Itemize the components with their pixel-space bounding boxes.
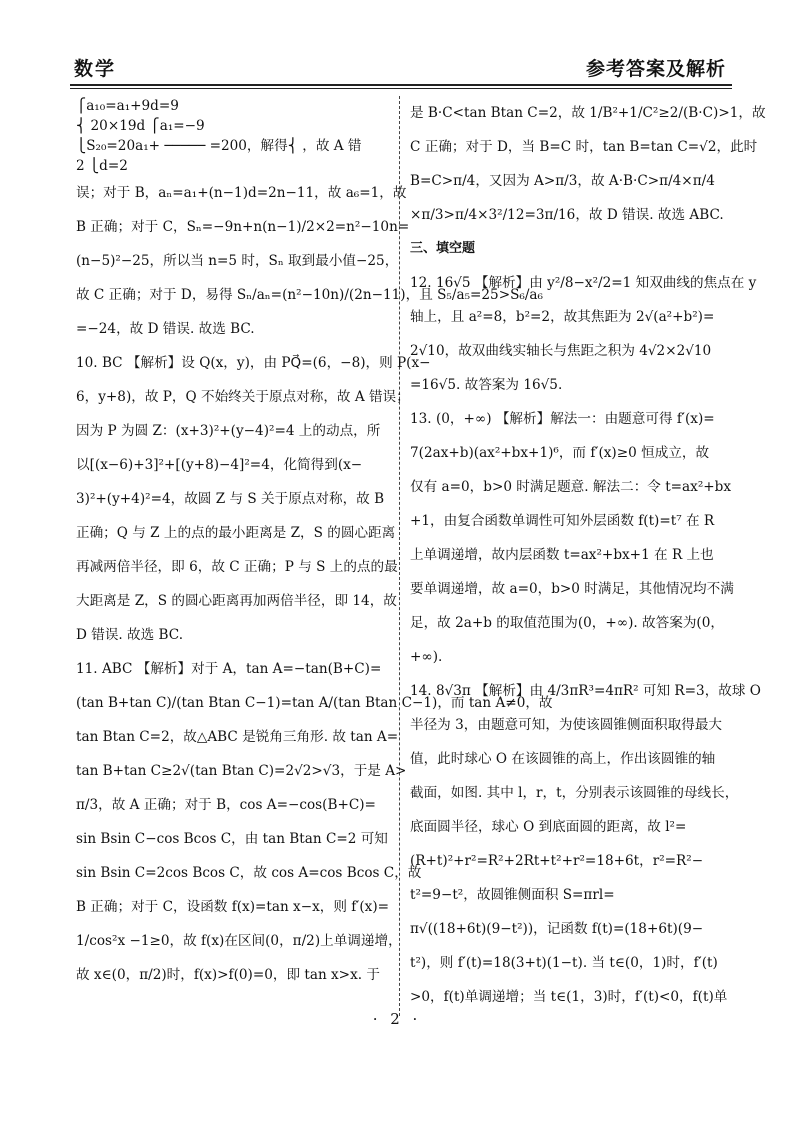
text-line: 大距离是 Z，S 的圆心距离再加两倍半径，即 14，故 xyxy=(76,593,397,609)
header-title: 参考答案及解析 xyxy=(585,58,726,80)
text-line: 12. 16√5 【解析】由 y²/8−x²/2=1 知双曲线的焦点在 y xyxy=(410,275,757,291)
text-line: π/3，故 A 正确；对于 B，cos A=−cos(B+C)= xyxy=(76,797,376,813)
text-line: sin Bsin C−cos Bcos C，由 tan Btan C=2 可知 xyxy=(76,831,388,847)
text-line: π√((18+6t)(9−t²))，记函数 f(t)=(18+6t)(9− xyxy=(410,921,704,937)
text-line: 足，故 2a+b 的取值范围为(0，+∞). 故答案为(0， xyxy=(410,615,724,631)
text-line: +∞). xyxy=(410,649,443,665)
text-line: 7(2ax+b)(ax²+bx+1)⁶，而 f′(x)≥0 恒成立，故 xyxy=(410,445,710,461)
text-line: B 正确；对于 C，Sₙ=−9n+n(n−1)/2×2=n²−10n= xyxy=(76,219,410,235)
text-line: 以[(x−6)+3]²+[(y+8)−4]²=4，化简得到(x− xyxy=(76,457,363,473)
text-line: 底面圆半径，球心 O 到底面圆的距离，故 l²= xyxy=(410,819,687,835)
text-line: 上单调递增，故内层函数 t=ax²+bx+1 在 R 上也 xyxy=(410,547,714,563)
text-line: 正确；Q 与 Z 上的点的最小距离是 Z，S 的圆心距离 xyxy=(76,525,396,541)
page-number: · 2 · xyxy=(372,1010,422,1028)
text-line: ⎧a₁₀=a₁+9d=9 xyxy=(76,98,179,114)
text-line: 故 x∈(0，π/2)时，f(x)>f(0)=0，即 tan x>x. 于 xyxy=(76,967,380,983)
text-line: 要单调递增，故 a=0，b>0 时满足，其他情况均不满 xyxy=(410,581,734,597)
header-rule xyxy=(70,84,732,86)
text-line: B=C>π/4，又因为 A>π/3，故 A·B·C>π/4×π/4 xyxy=(410,173,715,189)
text-line: 误；对于 B，aₙ=a₁+(n−1)d=2n−11，故 a₆=1，故 xyxy=(76,185,407,201)
text-line: 14. 8√3π 【解析】由 4/3πR³=4πR² 可知 R=3，故球 O xyxy=(410,683,761,699)
right-column xyxy=(410,96,766,1014)
text-line: 再减两倍半径，即 6，故 C 正确；P 与 S 上的点的最 xyxy=(76,559,398,575)
text-line: sin Bsin C=2cos Bcos C，故 cos A=cos Bcos C，故 xyxy=(76,865,422,881)
text-line: D 错误. 故选 BC. xyxy=(76,627,184,643)
text-line: 2√10，故双曲线实轴长与焦距之积为 4√2×2√10 xyxy=(410,343,712,359)
text-line: C 正确；对于 D，当 B=C 时，tan B=tan C=√2，此时 xyxy=(410,139,758,155)
text-line: t²)，则 f′(t)=18(3+t)(1−t). 当 t∈(0，1)时，f′(t) xyxy=(410,955,718,971)
text-line: 11. ABC 【解析】对于 A，tan A=−tan(B+C)= xyxy=(76,661,382,677)
text-line: (n−5)²−25，所以当 n=5 时，Sₙ 取到最小值−25， xyxy=(76,253,399,269)
text-line: 故 C 正确；对于 D，易得 Sₙ/aₙ=(n²−10n)/(2n−11)，且 S₅/a₅=25>S₆/a₆ xyxy=(76,287,543,303)
text-line: =16√5. 故答案为 16√5. xyxy=(410,377,563,393)
text-line: 13. (0，+∞) 【解析】解法一：由题意可得 f′(x)= xyxy=(410,411,715,427)
text-line: 3)²+(y+4)²=4，故圆 Z 与 S 关于原点对称，故 B xyxy=(76,491,385,507)
text-line: 1/cos²x −1≥0，故 f(x)在区间(0，π/2)上单调递增， xyxy=(76,933,402,949)
text-line: 仅有 a=0，b>0 时满足题意. 解法二：令 t=ax²+bx xyxy=(410,479,732,495)
text-line: 因为 P 为圆 Z：(x+3)²+(y−4)²=4 上的动点，所 xyxy=(76,423,381,439)
text-line: 是 B·C<tan Btan C=2，故 1/B²+1/C²≥2/(B·C)>1，故 xyxy=(410,105,766,121)
text-line: (R+t)²+r²=R²+2Rt+t²+r²=18+6t，r²=R²− xyxy=(410,853,704,869)
page-header xyxy=(70,52,730,82)
text-line: >0，f(t)单调递增；当 t∈(1，3)时，f′(t)<0，f(t)单 xyxy=(410,989,728,1005)
text-line: (tan B+tan C)/(tan Btan C−1)=tan A/(tan Btan C−1)，而 tan A≠0，故 xyxy=(76,695,553,711)
text-line: 6，y+8)，故 P，Q 不始终关于原点对称，故 A 错误； xyxy=(76,389,410,405)
text-line: tan B+tan C≥2√(tan Btan C)=2√2>√3，于是 A> xyxy=(76,763,407,779)
text-line: =−24，故 D 错误. 故选 BC. xyxy=(76,321,255,337)
text-line: 半径为 3，由题意可知，为使该圆锥侧面积取得最大 xyxy=(410,717,723,733)
text-line: 截面，如图. 其中 l，r，t，分别表示该圆锥的母线长， xyxy=(410,785,739,801)
text-line: ⎩S₂₀=20a₁+ ───── =200，解得⎨ ，故 A 错 xyxy=(76,138,362,154)
text-line: ⎨ 20×19d ⎧a₁=−9 xyxy=(76,118,205,134)
text-line: +1，由复合函数单调性可知外层函数 f(t)=t⁷ 在 R xyxy=(410,513,715,529)
text-line: 轴上，且 a²=8，b²=2，故其焦距为 2√(a²+b²)= xyxy=(410,309,715,325)
text-line: 三、填空题 xyxy=(410,241,476,256)
text-line: 值，此时球心 O 在该圆锥的高上，作出该圆锥的轴 xyxy=(410,751,716,767)
subject-label: 数学 xyxy=(74,58,117,80)
header-rule-thin xyxy=(70,88,732,89)
text-line: 2 ⎩d=2 xyxy=(76,158,128,174)
text-line: t²=9−t²，故圆锥侧面积 S=πrl= xyxy=(410,887,615,903)
text-line: B 正确；对于 C，设函数 f(x)=tan x−x，则 f′(x)= xyxy=(76,899,390,915)
text-line: 10. BC 【解析】设 Q(x，y)，由 PQ⃗=(6，−8)，则 P(x− xyxy=(76,355,431,371)
text-line: ×π/3>π/4×3²/12=3π/16，故 D 错误. 故选 ABC. xyxy=(410,207,724,223)
text-line: tan Btan C=2，故△ABC 是锐角三角形. 故 tan A= xyxy=(76,729,399,745)
